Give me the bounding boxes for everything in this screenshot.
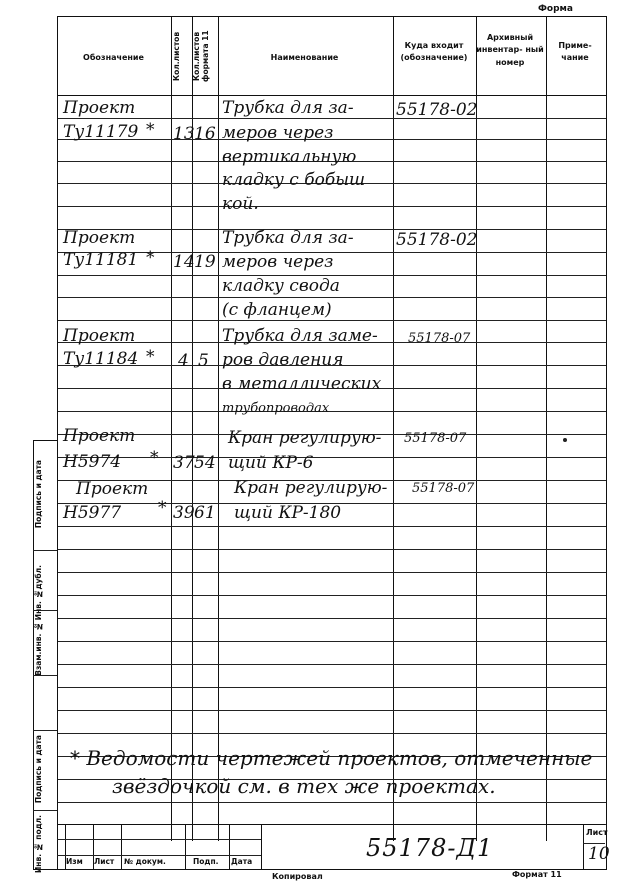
entry-sheets11: 61 bbox=[194, 503, 216, 523]
tb-doc-no: № докум. bbox=[124, 857, 166, 866]
entry-name-line: меров через bbox=[222, 123, 334, 143]
entry-name-line: щий КР-180 bbox=[234, 503, 342, 523]
entry-code: Ту11181 bbox=[63, 250, 139, 270]
entry-name-line: ров давления bbox=[222, 350, 344, 370]
entry-code: Ту11179 bbox=[63, 122, 139, 142]
header-note: Приме- чание bbox=[558, 41, 592, 63]
entry-used-in: 55178-02 bbox=[396, 230, 478, 250]
entry-project-label: Проект bbox=[63, 326, 136, 346]
entry-sheets: 39 bbox=[173, 503, 195, 523]
entry-star: * bbox=[158, 498, 167, 518]
side-label-inv-podl: Инв. № подл. bbox=[34, 815, 43, 874]
entry-name-line: щий КР-6 bbox=[228, 453, 314, 473]
entry-project-label: Проект bbox=[63, 98, 136, 118]
footer-copied: Копировал bbox=[272, 872, 323, 881]
entry-name-line: Трубка для за- bbox=[222, 98, 354, 118]
header-sheets-format11: Кол.листов формата 11 bbox=[192, 30, 210, 82]
entry-name-line: вертикальную bbox=[222, 147, 357, 167]
header-archive-no: Архивный инвентар- ный номер bbox=[476, 33, 544, 67]
header-designation: Обозначение bbox=[83, 53, 144, 62]
entry-code: Ту11184 bbox=[63, 349, 139, 369]
entry-name-line: трубопроводах bbox=[222, 401, 330, 416]
entry-star: * bbox=[150, 448, 159, 468]
entry-code: Н5977 bbox=[63, 503, 122, 523]
entry-project-label: Проект bbox=[63, 426, 136, 446]
entry-used-in: 55178-02 bbox=[396, 100, 478, 120]
entry-name-line: Кран регулирую- bbox=[228, 428, 382, 448]
entry-project-label: Проект bbox=[76, 479, 149, 499]
entry-sheets: 37 bbox=[173, 453, 195, 473]
entry-sheets: 4 bbox=[178, 351, 189, 371]
entry-sheets11: 54 bbox=[194, 453, 216, 473]
footnote-line: * Ведомости чертежей проектов, отмеченные bbox=[70, 746, 593, 770]
tb-data: Дата bbox=[231, 857, 253, 866]
entry-used-in: 55178-07 bbox=[408, 331, 471, 346]
entry-project-label: Проект bbox=[63, 228, 136, 248]
dot-mark bbox=[563, 438, 567, 442]
header-used-in: Куда входит (обозначение) bbox=[400, 41, 468, 63]
tb-podp: Подп. bbox=[193, 857, 219, 866]
side-label-inv-dubl: Инв. №дубл. bbox=[34, 565, 43, 621]
header-sheets-count: Кол.листов bbox=[172, 31, 181, 81]
entry-name-line: кладку свода bbox=[222, 276, 340, 296]
entry-name-line: в металлических bbox=[222, 374, 382, 394]
entry-name-line: Кран регулирую- bbox=[234, 478, 388, 498]
tb-sheet-label: Лист bbox=[586, 828, 608, 837]
entry-star: * bbox=[146, 347, 155, 367]
entry-sheets11: 16 bbox=[194, 124, 216, 144]
entry-name-line: Трубка для заме- bbox=[222, 326, 378, 346]
entry-used-in: 55178-07 bbox=[404, 431, 467, 446]
side-label-sign-date-2: Подпись и дата bbox=[34, 735, 43, 804]
side-label-vzam-inv: Взам.инв. № bbox=[34, 622, 43, 676]
entry-sheets11: 5 bbox=[198, 351, 209, 371]
entry-used-in: 55178-07 bbox=[412, 481, 475, 496]
entry-name-line: (с фланцем) bbox=[222, 300, 332, 320]
entry-star: * bbox=[146, 120, 155, 140]
entry-code: Н5974 bbox=[63, 452, 122, 472]
entry-name-line: кладку с бобыш bbox=[222, 170, 366, 190]
footnote-line: звёздочкой см. в тех же проектах. bbox=[112, 774, 496, 798]
tb-sheet-no: 10 bbox=[588, 844, 610, 864]
entry-sheets: 13 bbox=[173, 124, 195, 144]
entry-name-line: Трубка для за- bbox=[222, 228, 354, 248]
entry-sheets11: 19 bbox=[194, 252, 216, 272]
entry-name-line: кой. bbox=[222, 194, 259, 214]
footer-format: Формат 11 bbox=[512, 870, 562, 879]
header-name: Наименование bbox=[270, 53, 339, 62]
entry-star: * bbox=[146, 248, 155, 268]
tb-designation: 55178-Д1 bbox=[366, 834, 494, 862]
form-label: Форма bbox=[538, 4, 573, 14]
side-label-sign-date-1: Подпись и дата bbox=[34, 460, 43, 529]
entry-name-line: меров через bbox=[222, 252, 334, 272]
tb-list: Лист bbox=[94, 857, 115, 866]
tb-izm: Изм bbox=[66, 857, 83, 866]
entry-sheets: 14 bbox=[173, 252, 195, 272]
